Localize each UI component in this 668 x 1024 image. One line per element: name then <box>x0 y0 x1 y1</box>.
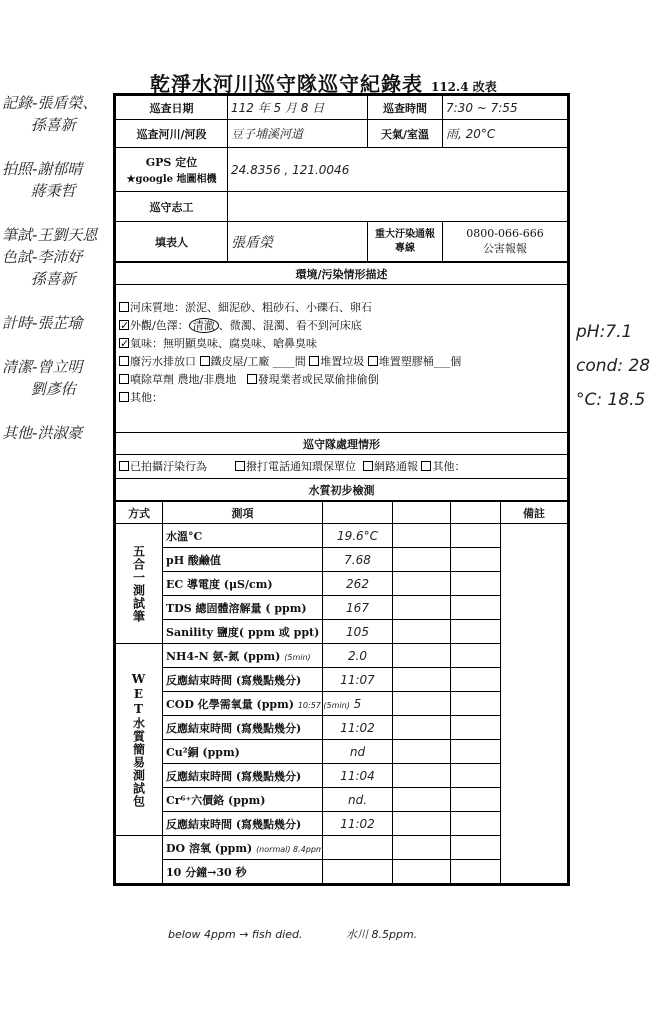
col-blank-header-2 <box>451 502 501 524</box>
riverbed-checkbox[interactable] <box>119 302 129 312</box>
water-blank-2[interactable] <box>451 524 501 548</box>
water-blank-1[interactable] <box>393 812 451 836</box>
barrel-checkbox[interactable] <box>368 356 378 366</box>
method-group-3 <box>116 836 163 884</box>
col-value-header <box>323 502 393 524</box>
water-value[interactable]: 19.6°C <box>323 524 393 548</box>
form-version: 112.4 改表 <box>430 80 497 94</box>
water-blank-2[interactable] <box>451 836 501 860</box>
water-value[interactable]: 7.68 <box>323 548 393 572</box>
method-group-2-label: WET水質簡易測試包 <box>131 671 146 808</box>
water-blank-1[interactable] <box>393 716 451 740</box>
water-value[interactable] <box>323 860 393 884</box>
env-row4 <box>119 353 564 371</box>
left-margin-line <box>2 290 114 312</box>
water-blank-1[interactable] <box>393 572 451 596</box>
water-value[interactable] <box>323 836 393 860</box>
weather-value[interactable]: 雨, 20°C <box>443 120 568 148</box>
left-margin-line: 計時-張芷瑜 <box>2 314 83 332</box>
water-item-label: 反應結束時間 (寫幾點幾分) <box>166 721 302 735</box>
water-row <box>116 668 568 692</box>
water-value[interactable]: 11:02 <box>323 812 393 836</box>
date-label: 巡查日期 <box>116 96 228 120</box>
water-row <box>116 644 568 668</box>
water-item <box>163 644 323 668</box>
water-blank-1[interactable] <box>393 836 451 860</box>
gps-label: GPS 定位 <box>145 156 198 169</box>
hotline-cell <box>443 222 568 262</box>
appearance-rest: 、微濁、混濁、看不到河床底 <box>218 319 362 332</box>
water-item-label: DO 溶氧 (ppm) <box>166 841 253 855</box>
water-item-label: COD 化學需氧量 (ppm) <box>166 697 294 711</box>
water-item <box>163 860 323 884</box>
footer-note-1: below 4ppm → fish died. <box>168 928 303 941</box>
date-value[interactable]: 112 年 5 月 8 日 <box>228 96 368 120</box>
water-row <box>116 572 568 596</box>
water-blank-2[interactable] <box>451 740 501 764</box>
river-value[interactable]: 豆子埔溪河道 <box>228 120 368 148</box>
smell-text: 氣味：無明顯臭味、腐臭味、嗆鼻臭味 <box>130 337 317 350</box>
footer-note-2: 水川 8.5ppm. <box>346 928 418 941</box>
handling-opt1: 已拍攝汙染行為 <box>130 459 207 473</box>
call-epa-checkbox[interactable] <box>235 461 245 471</box>
water-row <box>116 812 568 836</box>
left-margin-line: 孫喜新 <box>2 270 76 288</box>
water-blank-2[interactable] <box>451 692 501 716</box>
water-item-note: (normal) 8.4ppm <box>256 844 324 854</box>
left-margin-line <box>2 136 114 158</box>
herbicide-checkbox[interactable] <box>119 374 129 384</box>
info-table <box>115 95 568 262</box>
water-blank-2[interactable] <box>451 860 501 884</box>
water-item <box>163 716 323 740</box>
water-item-label: 反應結束時間 (寫幾點幾分) <box>166 817 302 831</box>
water-blank-2[interactable] <box>451 596 501 620</box>
water-row <box>116 836 568 860</box>
water-blank-2[interactable] <box>451 668 501 692</box>
env-other-checkbox[interactable] <box>119 392 129 402</box>
col-blank-header-1 <box>393 502 451 524</box>
left-margin-notes <box>2 92 114 444</box>
handling-row <box>116 455 568 479</box>
riverbed-text: 河床質地：淤泥、細泥砂、粗砂石、小礫石、卵石 <box>130 301 372 314</box>
water-blank-1[interactable] <box>393 860 451 884</box>
water-value[interactable]: 11:04 <box>323 764 393 788</box>
right-margin-line: cond: 28 <box>576 356 651 376</box>
left-margin-line: 孫喜新 <box>2 116 76 134</box>
barrel-text: 堆置塑膠桶___個 <box>378 355 462 368</box>
left-margin-line: 蔣秉哲 <box>2 182 76 200</box>
gps-label-cell <box>116 148 228 192</box>
water-value[interactable]: 262 <box>323 572 393 596</box>
water-table <box>115 501 568 884</box>
water-row <box>116 524 568 548</box>
env-smell-row <box>119 335 564 353</box>
water-item <box>163 836 323 860</box>
method-group-1-label: 五合一測試筆 <box>131 544 146 623</box>
factory-checkbox[interactable] <box>200 356 210 366</box>
method-group-1 <box>116 524 163 644</box>
hotline-sub: 公害報報 <box>483 242 527 255</box>
env-checklist <box>116 285 568 433</box>
handling-section-title: 巡守隊處理情形 <box>116 433 568 455</box>
left-margin-line: 記錄-張盾榮、 <box>2 94 98 112</box>
water-item <box>163 740 323 764</box>
water-value[interactable]: 5 <box>323 692 393 716</box>
water-blank-1[interactable] <box>393 620 451 644</box>
water-row <box>116 716 568 740</box>
left-margin-line: 色試-李沛妤 <box>2 248 83 266</box>
left-margin-line: 筆試-王劉天恩 <box>2 226 98 244</box>
left-margin-line: 清潔-曾立明 <box>2 358 83 376</box>
water-item <box>163 548 323 572</box>
water-value[interactable]: nd. <box>323 788 393 812</box>
water-item-label: Cu²銅 (ppm) <box>166 745 240 759</box>
water-item-label: Sanility 鹽度( ppm 或 ppt) <box>166 625 320 639</box>
left-margin-line: 劉彥佑 <box>2 380 76 398</box>
volunteer-label: 巡守志工 <box>116 192 228 222</box>
left-margin-line: 其他-洪淑豪 <box>2 424 83 442</box>
method-group-2 <box>116 644 163 836</box>
hotline-number: 0800-066-666 <box>466 227 544 240</box>
water-blank-2[interactable] <box>451 764 501 788</box>
appearance-selected[interactable]: 清澈 <box>189 318 219 333</box>
water-blank-1[interactable] <box>393 764 451 788</box>
water-value[interactable]: 2.0 <box>323 644 393 668</box>
water-row <box>116 764 568 788</box>
water-item-label: NH4-N 氨-氮 (ppm) <box>166 649 281 663</box>
water-blank-1[interactable] <box>393 692 451 716</box>
gps-sublabel: ★google 地圖相機 <box>126 174 217 185</box>
appearance-checkbox[interactable] <box>119 320 129 330</box>
water-value[interactable]: 105 <box>323 620 393 644</box>
col-note-header: 備註 <box>501 502 568 524</box>
water-item <box>163 524 323 548</box>
left-margin-line: 拍照-謝郁晴 <box>2 160 83 178</box>
handling-other-checkbox[interactable] <box>421 461 431 471</box>
water-item <box>163 668 323 692</box>
water-item-label: 反應結束時間 (寫幾點幾分) <box>166 769 302 783</box>
water-blank-2[interactable] <box>451 812 501 836</box>
right-margin-line: °C: 18.5 <box>576 390 646 410</box>
water-item-label: TDS 總固體溶解量 ( ppm) <box>166 601 307 615</box>
water-section-title: 水質初步檢測 <box>116 479 568 501</box>
filler-label: 填表人 <box>116 222 228 262</box>
water-item <box>163 692 350 716</box>
water-item-label: 10 分鐘→30 秒 <box>166 865 247 879</box>
water-blank-2[interactable] <box>451 716 501 740</box>
left-margin-line <box>2 202 114 224</box>
col-item-header: 測項 <box>163 502 323 524</box>
weather-label: 天氣/室溫 <box>368 120 443 148</box>
garbage-text: 堆置垃圾 <box>320 355 365 368</box>
gps-value[interactable]: 24.8356 , 121.0046 <box>228 148 568 192</box>
left-margin-line <box>2 400 114 422</box>
water-item <box>163 596 323 620</box>
hotline-label: 重大汙染通報專線 <box>368 222 443 262</box>
water-item-label: Cr⁶⁺六價鉻 (ppm) <box>166 793 266 807</box>
discharge-text: 廢污水排放口 <box>130 355 196 368</box>
water-blank-1[interactable] <box>393 788 451 812</box>
water-blank-2[interactable] <box>451 644 501 668</box>
water-row <box>116 548 568 572</box>
water-blank-2[interactable] <box>451 788 501 812</box>
water-row <box>116 860 568 884</box>
illegal-dump-checkbox[interactable] <box>247 374 257 384</box>
right-margin-notes <box>576 315 668 417</box>
garbage-checkbox[interactable] <box>309 356 319 366</box>
footer-notes <box>168 926 468 942</box>
illegal-dump-text: 發現業者或民眾偷排偷倒 <box>257 373 379 386</box>
water-item <box>163 572 323 596</box>
water-blank-1[interactable] <box>393 668 451 692</box>
time-label: 巡查時間 <box>368 96 443 120</box>
water-row <box>116 596 568 620</box>
herbicide-text: 噴除草劑 農地/非農地 <box>130 373 237 386</box>
water-item <box>163 764 323 788</box>
water-row <box>116 692 568 716</box>
water-item-label: pH 酸鹼值 <box>166 553 221 567</box>
volunteer-value[interactable] <box>228 192 568 222</box>
handling-opt2: 撥打電話通知環保單位 <box>245 459 356 473</box>
river-label: 巡查河川/河段 <box>116 120 228 148</box>
handling-opt4: 其他： <box>432 459 466 473</box>
water-blank-1[interactable] <box>393 596 451 620</box>
water-item-label: 反應結束時間 (寫幾點幾分) <box>166 673 302 687</box>
env-appearance-row <box>119 317 564 335</box>
env-section-title: 環境/污染情形描述 <box>116 263 568 285</box>
water-item-note: (5min) <box>284 652 311 662</box>
water-value[interactable]: 167 <box>323 596 393 620</box>
env-other-row <box>119 389 564 407</box>
water-blank-1[interactable] <box>393 548 451 572</box>
photo-pollution-checkbox[interactable] <box>119 461 129 471</box>
water-item-note: 10:57 (5min) <box>297 700 350 710</box>
env-row5 <box>119 371 564 389</box>
env-other-text: 其他： <box>130 391 163 404</box>
time-value[interactable]: 7:30 ~ 7:55 <box>443 96 568 120</box>
water-blank-1[interactable] <box>393 740 451 764</box>
water-row <box>116 788 568 812</box>
factory-text: 鐵皮屋/工廠 ____間 <box>210 355 306 368</box>
handling-opt3: 網路通報 <box>373 459 418 473</box>
water-row <box>116 620 568 644</box>
water-item <box>163 788 323 812</box>
water-value[interactable]: 11:07 <box>323 668 393 692</box>
filler-value[interactable]: 張盾榮 <box>228 222 368 262</box>
water-value[interactable]: 11:02 <box>323 716 393 740</box>
water-note-cell[interactable] <box>501 524 568 884</box>
water-blank-1[interactable] <box>393 524 451 548</box>
water-blank-2[interactable] <box>451 548 501 572</box>
col-method-header: 方式 <box>116 502 163 524</box>
water-item <box>163 620 323 644</box>
smell-checkbox[interactable] <box>119 338 129 348</box>
appearance-prefix: 外觀/色澤： <box>130 319 189 332</box>
water-item <box>163 812 323 836</box>
online-report-checkbox[interactable] <box>363 461 373 471</box>
form-title-text: 乾淨水河川巡守隊巡守紀錄表 <box>150 72 423 96</box>
record-form <box>113 93 570 886</box>
env-table <box>115 262 568 501</box>
water-item-label: 水溫°C <box>166 529 203 543</box>
left-margin-line <box>2 334 114 356</box>
right-margin-line: pH:7.1 <box>576 322 633 342</box>
discharge-checkbox[interactable] <box>119 356 129 366</box>
water-blank-1[interactable] <box>393 644 451 668</box>
water-value[interactable]: nd <box>323 740 393 764</box>
env-riverbed-row <box>119 299 564 317</box>
water-blank-2[interactable] <box>451 620 501 644</box>
water-item-label: EC 導電度 (μS/cm) <box>166 577 273 591</box>
water-row <box>116 740 568 764</box>
water-blank-2[interactable] <box>451 572 501 596</box>
